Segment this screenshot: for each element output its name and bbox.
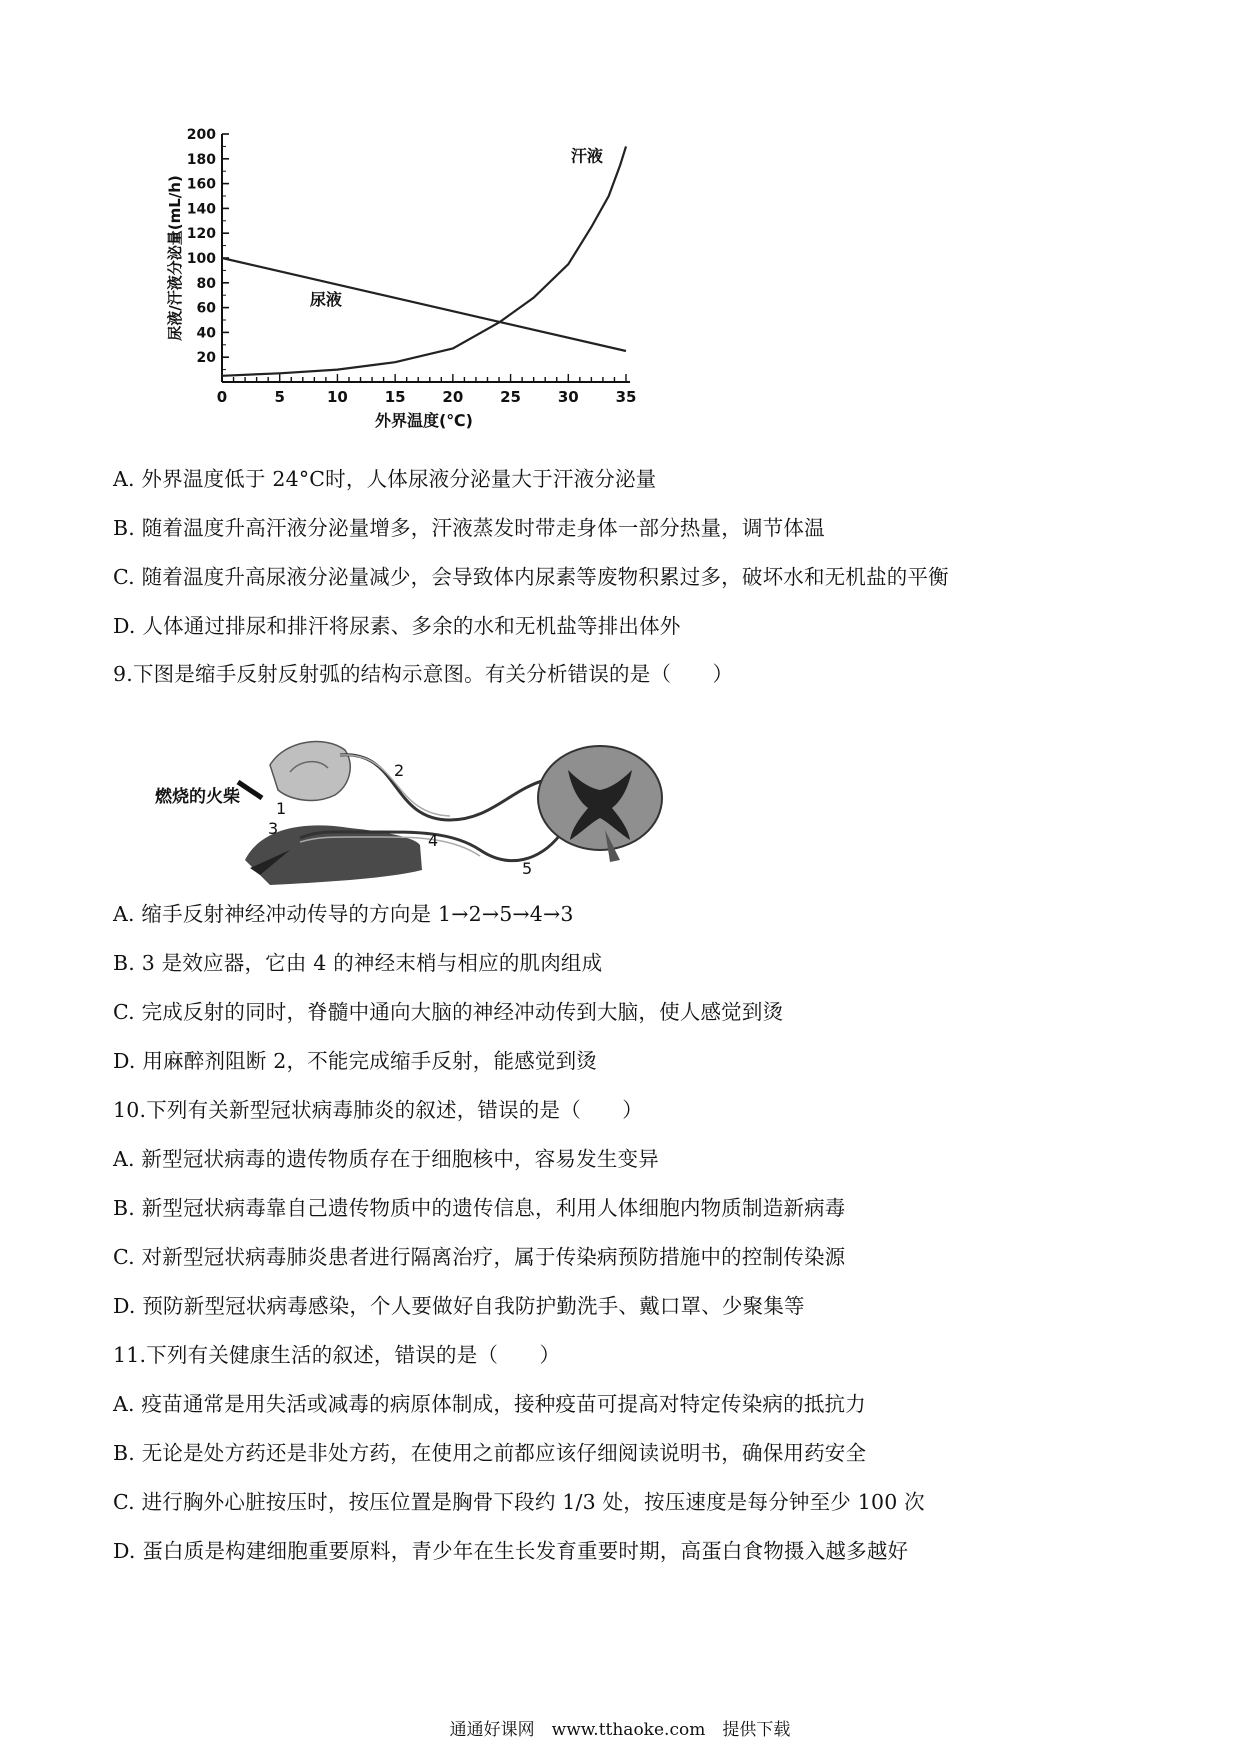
page-footer: 通通好课网 www.tthaoke.com 提供下载	[449, 1720, 791, 1740]
q8-option-d: D. 人体通过排尿和排汗将尿素、多余的水和无机盐等排出体外	[113, 614, 681, 638]
y-tick-label: 140	[186, 201, 216, 218]
q8-option-b: B. 随着温度升高汗液分泌量增多，汗液蒸发时带走身体一部分热量，调节体温	[113, 516, 825, 540]
y-tick-label: 80	[196, 275, 216, 292]
label-5: 5	[522, 859, 533, 878]
q11-option-d: D. 蛋白质是构建细胞重要原料，青少年在生长发育重要时期，高蛋白食物摄入越多越好	[113, 1539, 909, 1563]
x-tick-label: 35	[615, 388, 637, 406]
y-tick-label: 160	[186, 176, 216, 193]
y-tick-label: 180	[186, 151, 216, 168]
label-2: 2	[394, 761, 405, 780]
fingertip-illustration	[270, 742, 350, 801]
q8-option-a: A. 外界温度低于 24°C时，人体尿液分泌量大于汗液分泌量	[113, 467, 657, 491]
q11-option-b: B. 无论是处方药还是非处方药，在使用之前都应该仔细阅读说明书，确保用药安全	[113, 1441, 867, 1465]
q9-option-d: D. 用麻醉剂阻断 2，不能完成缩手反射，能感觉到烫	[113, 1049, 597, 1073]
q10-option-b: B. 新型冠状病毒靠自己遗传物质中的遗传信息，利用人体细胞内物质制造新病毒	[113, 1196, 846, 1220]
temperature-secretion-chart	[150, 120, 670, 440]
q9-option-c: C. 完成反射的同时，脊髓中通向大脑的神经冲动传到大脑，使人感觉到烫	[113, 1000, 784, 1024]
q9-option-a: A. 缩手反射神经冲动传导的方向是 1→2→5→4→3	[113, 902, 574, 926]
series-line-urine	[222, 258, 626, 351]
y-tick-label: 120	[186, 226, 216, 243]
q11-option-c: C. 进行胸外心脏按压时，按压位置是胸骨下段约 1/3 处，按压速度是每分钟至少 100 次	[113, 1490, 925, 1514]
label-4: 4	[428, 831, 439, 850]
label-1: 1	[276, 799, 287, 818]
series-label: 尿液	[309, 290, 342, 310]
series-line-sweat	[222, 146, 626, 375]
afferent-nerve-2	[340, 755, 545, 820]
match-stick	[238, 782, 262, 798]
q9-stem: 9.下图是缩手反射反射弧的结构示意图。有关分析错误的是（ ）	[113, 662, 734, 686]
y-axis-label: 尿液/汗液分泌量(mL/h)	[166, 175, 184, 341]
y-tick-label: 60	[196, 300, 216, 317]
x-tick-label: 5	[274, 388, 285, 406]
x-tick-label: 30	[557, 388, 579, 406]
x-tick-label: 20	[442, 388, 464, 406]
label-3: 3	[268, 819, 279, 838]
x-tick-label: 0	[216, 388, 228, 406]
y-tick-label: 200	[186, 127, 216, 143]
q11-stem: 11.下列有关健康生活的叙述，错误的是（ ）	[113, 1343, 561, 1367]
x-axis-label: 外界温度(℃)	[374, 411, 474, 430]
y-tick-label: 20	[196, 350, 216, 367]
x-tick-label: 10	[326, 388, 348, 406]
q10-stem: 10.下列有关新型冠状病毒肺炎的叙述，错误的是（ ）	[113, 1098, 644, 1122]
y-tick-label: 40	[196, 325, 216, 342]
q8-option-c: C. 随着温度升高尿液分泌量减少，会导致体内尿素等废物积累过多，破坏水和无机盐的平衡	[113, 565, 949, 589]
q9-option-b: B. 3 是效应器，它由 4 的神经末梢与相应的肌肉组成	[113, 951, 603, 975]
q11-option-a: A. 疫苗通常是用失活或减毒的病原体制成，接种疫苗可提高对特定传染病的抵抗力	[113, 1392, 866, 1416]
reflex-arc-figure	[150, 710, 670, 895]
x-tick-label: 15	[384, 388, 406, 406]
q10-option-a: A. 新型冠状病毒的遗传物质存在于细胞核中，容易发生变异	[113, 1147, 659, 1171]
series-label: 汗液	[570, 146, 603, 166]
figure-caption: 燃烧的火柴	[155, 787, 240, 807]
q10-option-c: C. 对新型冠状病毒肺炎患者进行隔离治疗，属于传染病预防措施中的控制传染源	[113, 1245, 846, 1269]
q10-option-d: D. 预防新型冠状病毒感染，个人要做好自我防护勤洗手、戴口罩、少聚集等	[113, 1294, 805, 1318]
y-tick-label: 100	[186, 251, 216, 267]
x-tick-label: 25	[500, 388, 522, 406]
